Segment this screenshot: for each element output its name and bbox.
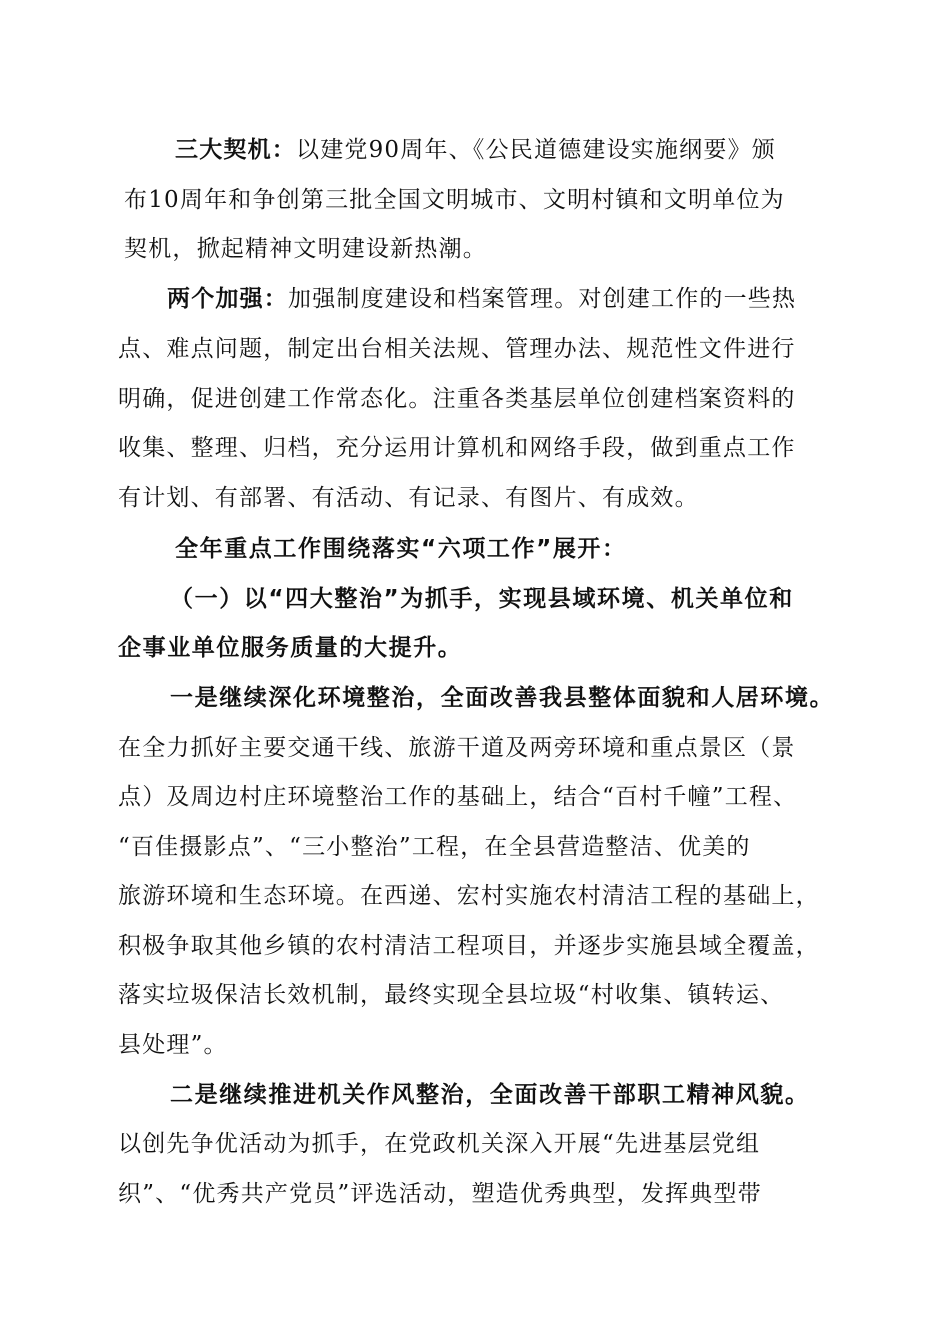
p4-line-2: 企事业单位服务质量的大提升。 [118, 635, 463, 661]
p5-line-2: 点）及周边村庄环境整治工作的基础上，结合“百村千幢”工程、 [118, 784, 798, 810]
p2-line-1 [167, 283, 796, 315]
p4-line-1: （一）以“四大整治”为抓手，实现县域环境、机关单位和 [170, 586, 794, 612]
p5-line-5: 积极争取其他乡镇的农村清洁工程项目，并逐步实施县域全覆盖， [118, 933, 820, 959]
p1-line-1 [175, 134, 776, 166]
p2-line-2: 点、难点问题，制定出台相关法规、管理办法、规范性文件进行 [118, 336, 796, 362]
p5-line-3: “百佳摄影点”、“三小整治”工程，在全县营造整洁、优美的 [118, 834, 751, 860]
p2-text-1: 加强制度建设和档案管理。对创建工作的一些热 [288, 286, 797, 312]
p5-line-6: 落实垃圾保洁长效机制，最终实现全县垃圾“村收集、镇转运、 [118, 982, 785, 1008]
p1-label: 三大契机： [175, 137, 296, 163]
p1-text-1: 以建党90周年、《公民道德建设实施纲要》颁 [296, 137, 776, 163]
p6-line-1: 以创先争优活动为抓手，在党政机关深入开展“先进基层党组 [118, 1131, 761, 1157]
p1-line-2: 布10周年和争创第三批全国文明城市、文明村镇和文明单位为 [124, 187, 785, 213]
p5-line-7: 县处理”。 [118, 1032, 228, 1058]
p6-heading: 二是继续推进机关作风整治，全面改善干部职工精神风貌。 [170, 1082, 810, 1108]
p2-label: 两个加强： [167, 286, 288, 312]
p1-line-3: 契机，掀起精神文明建设新热潮。 [124, 236, 487, 262]
p5-line-1: 在全力抓好主要交通干线、旅游干道及两旁环境和重点景区（景 [118, 735, 796, 761]
p6-line-2: 织”、“优秀共产党员”评选活动，塑造优秀典型，发挥典型带 [118, 1181, 762, 1207]
p2-line-5: 有计划、有部署、有活动、有记录、有图片、有成效。 [118, 485, 699, 511]
p5-heading: 一是继续深化环境整治，全面改善我县整体面貌和人居环境。 [170, 685, 835, 711]
p2-line-3: 明确，促进创建工作常态化。注重各类基层单位创建档案资料的 [118, 386, 796, 412]
p2-line-4: 收集、整理、归档，充分运用计算机和网络手段，做到重点工作 [118, 435, 796, 461]
p3-line-1: 全年重点工作围绕落实“六项工作”展开： [175, 536, 627, 562]
p5-line-4: 旅游环境和生态环境。在西递、宏村实施农村清洁工程的基础上， [118, 883, 820, 909]
